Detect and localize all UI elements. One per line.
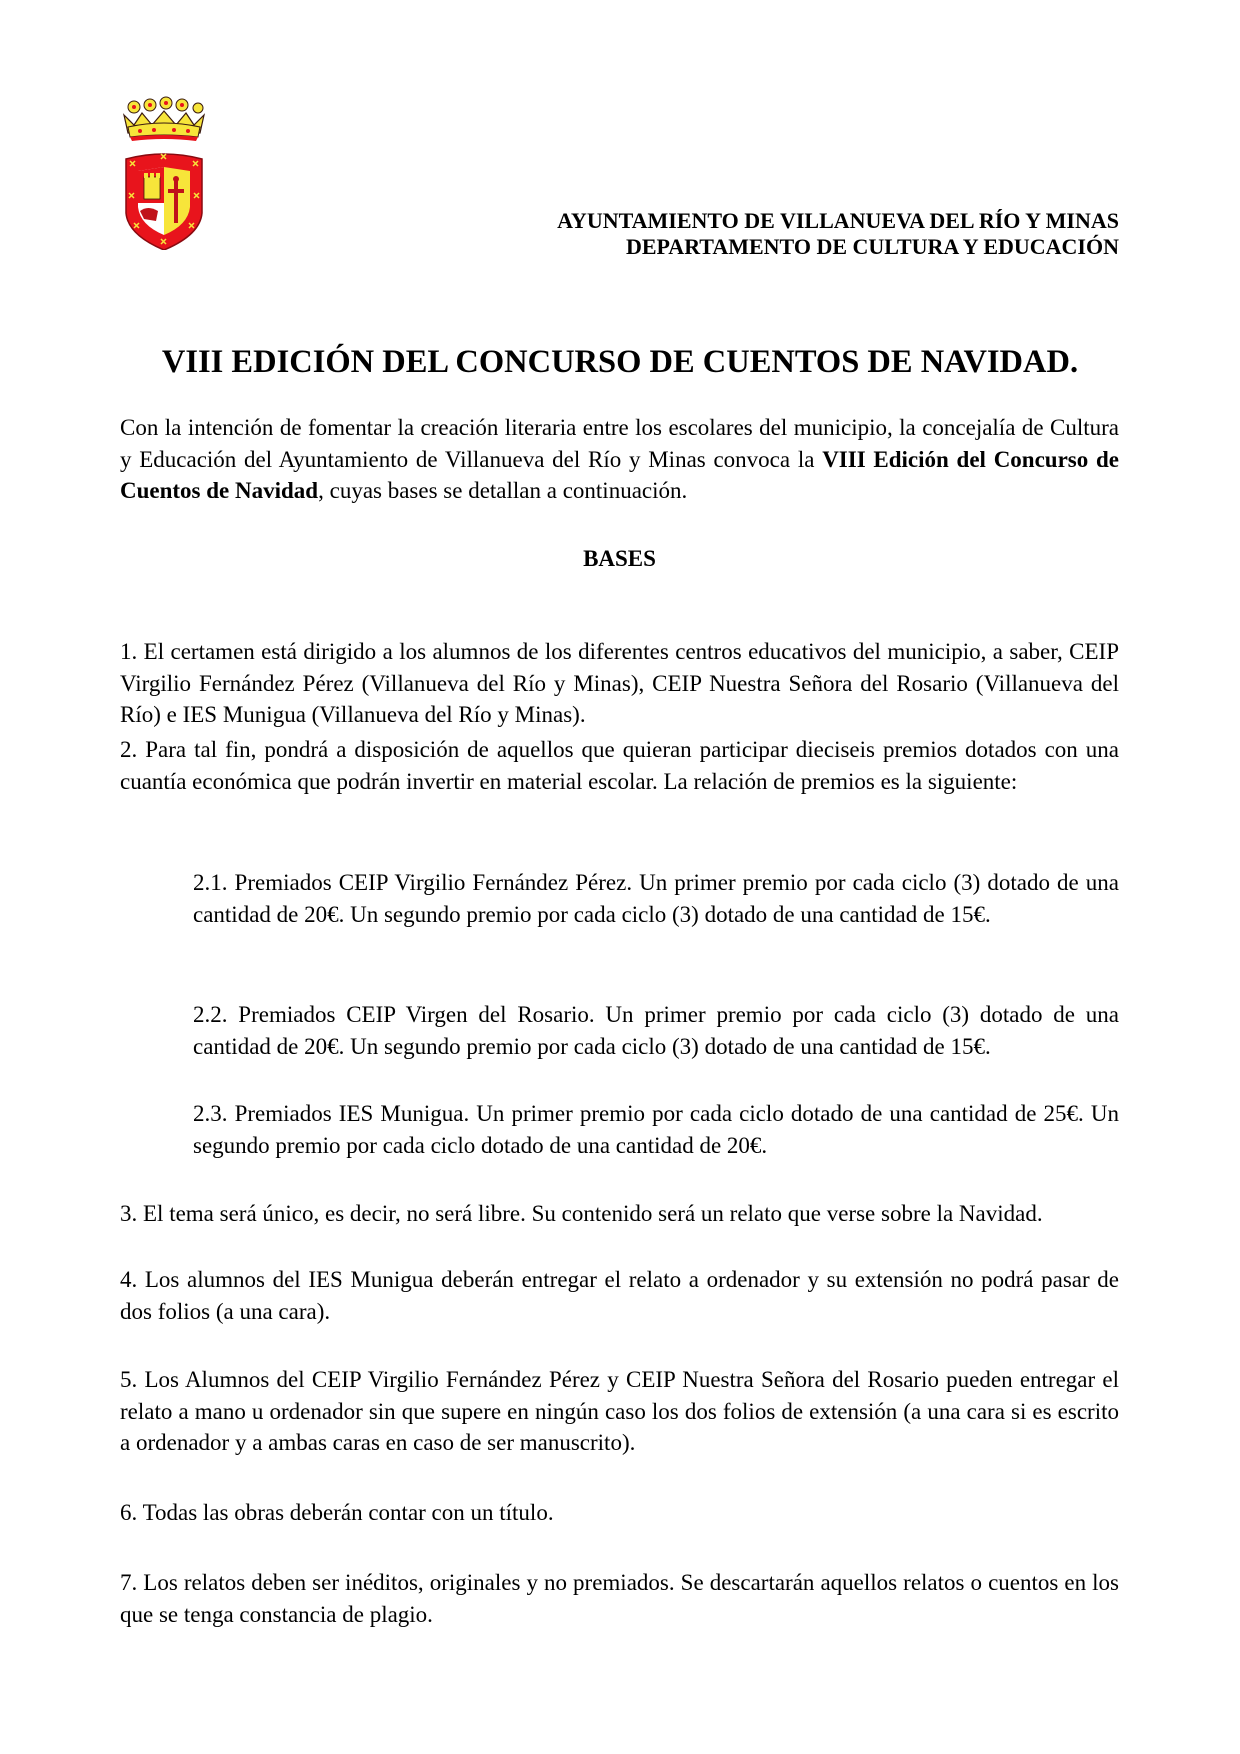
base-item-1: 1. El certamen está dirigido a los alumnos de los diferentes centros educativos del municipio, a saber, CEIP Virgilio Fernández Pérez (Villanueva del Río y Minas), CEIP Nuestra Señora del Rosario (Villanueva del Río) e IES Munigua (Villanueva del Río y Minas). [120,639,1119,727]
base-item-5: 5. Los Alumnos del CEIP Virgilio Fernández Pérez y CEIP Nuestra Señora del Rosario pueden entregar el relato a mano u ordenador sin que supere en ningún caso los dos folios de extensión (a una cara si es escrito a ordenador y a ambas caras en caso de ser manuscrito). [120,1367,1119,1455]
municipality-name: AYUNTAMIENTO DE VILLANUEVA DEL RÍO Y MINAS [557,208,1119,233]
department-name: DEPARTAMENTO DE CULTURA Y EDUCACIÓN [625,234,1119,259]
document-title: VIII EDICIÓN DEL CONCURSO DE CUENTOS DE NAVIDAD. [161,344,1079,380]
coat-of-arms-icon [120,95,208,250]
base-item-6: 6. Todas las obras deberán contar con un título. [120,1500,554,1525]
shield-icon [126,154,202,250]
contest-name: VIII Edición del Concurso de Cuentos de Navidad [120,446,1119,503]
bases-heading: BASES [583,546,656,571]
base-item-7: 7. Los relatos deben ser inéditos, originales y no premiados. Se descartarán aquellos relatos o cuentos en los que se tenga constancia de plagio. [120,1570,1119,1627]
base-item-2: 2. Para tal fin, pondrá a disposición de aquellos que quieran participar dieciseis premios dotados con una cuantía económica que podrán invertir en material escolar. La relación de premios es la siguiente: [120,737,1119,794]
base-item-3: 3. El tema será único, es decir, no será libre. Su contenido será un relato que verse sobre la Navidad. [120,1201,1043,1226]
crown-icon [124,97,204,141]
sub-item-2-2: 2.2. Premiados CEIP Virgen del Rosario. Un primer premio por cada ciclo (3) dotado de una cantidad de 20€. Un segundo premio por cada ciclo (3) dotado de una cantidad de 15€. [193,1002,1119,1059]
sub-item-2-1: 2.1. Premiados CEIP Virgilio Fernández Pérez. Un primer premio por cada ciclo (3) dotado de una cantidad de 20€. Un segundo premio por cada ciclo (3) dotado de una cantidad de 15€. [193,870,1119,927]
letterhead [557,208,1119,260]
sub-item-2-3: 2.3. Premiados IES Munigua. Un primer premio por cada ciclo dotado de una cantidad de 25€. Un segundo premio por cada ciclo dotado de una cantidad de 20€. [193,1101,1119,1158]
base-item-4: 4. Los alumnos del IES Munigua deberán entregar el relato a ordenador y su extensión no podrá pasar de dos folios (a una cara). [120,1267,1119,1324]
coat-of-arms-logo [120,95,208,250]
intro-paragraph: Con la intención de fomentar la creación literaria entre los escolares del municipio, la concejalía de Cultura y Educación del Ayuntamiento de Villanueva del Río y Minas convoca la VIII Edición del Concurso de Cuentos de Navidad, cuyas bases se detallan a continuación. [120,415,1119,503]
